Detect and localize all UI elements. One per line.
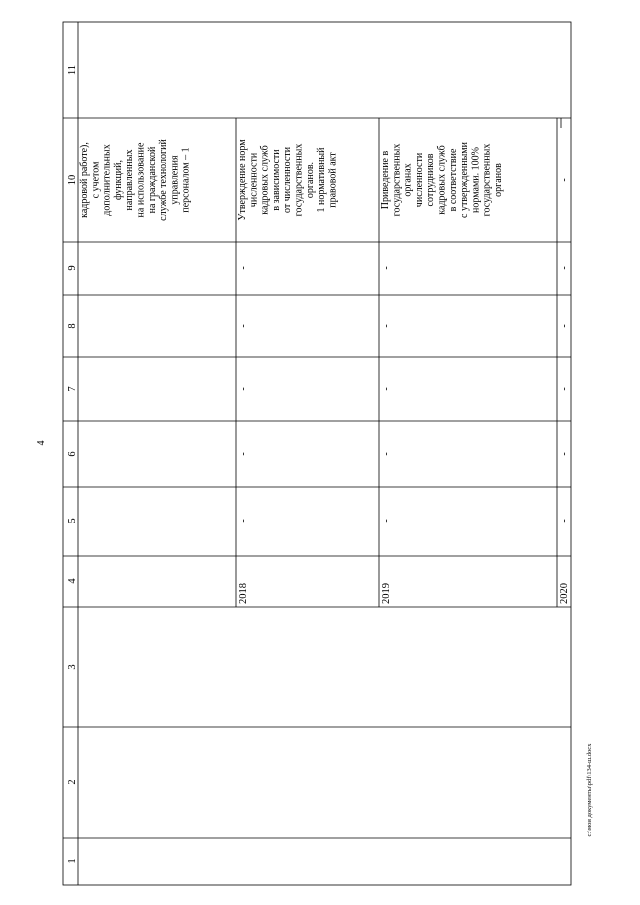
row-4-col6-value: - [559,452,570,456]
row-3-col10-line: органах [402,163,414,197]
row-3-col8-value: - [381,324,392,328]
row-1-col10-line: на использование [135,142,147,218]
row-2-col8-value: - [238,324,249,328]
row-3-col6-value: - [381,452,392,456]
row-2-year: 2018 [238,583,249,604]
row-1-col10-line: службе технологий [158,139,170,221]
row-2-col10-line: Утверждение норм [237,139,248,221]
row-3-col5-value: - [381,519,392,523]
column-header-3: 3 [67,664,78,670]
row-3-col10-line: в соответствие [447,148,459,212]
row-3-col10-line: кадровых служб [436,145,448,215]
row-1-col10-line: кадровой работе), [79,142,90,218]
column-header-6: 6 [67,451,78,457]
row-3-col10-line: органов [493,163,504,197]
row-2-col10-line: от численности [282,146,294,214]
column-header-2: 2 [67,779,78,785]
column-header-1: 1 [67,858,78,864]
column-header-5: 5 [67,518,78,524]
column-header-7: 7 [67,386,78,392]
row-3-col10-line: численности [413,152,425,208]
row-3-col10-line: государственных [481,143,493,217]
row-4-year: 2020 [559,583,570,604]
column-header-4: 4 [67,578,78,584]
column-header-10: 10 [67,174,78,186]
row-1-col10-line: на гражданской [146,146,158,214]
row-2-col9-value: - [238,266,249,270]
row-2-col7-value: - [238,387,249,391]
row-3-col10-line: с утвержденными [459,142,471,218]
row-4-col7-value: - [559,387,570,391]
row-3-col9-value: - [381,266,392,270]
row-3-col10-line: Приведение в [380,150,391,210]
page-number: 4 [36,440,47,446]
row-2-col10-line: 1 нормативный [316,147,328,213]
column-header-11: 11 [67,64,78,76]
row-3-year: 2019 [381,583,392,604]
column-header-8: 8 [67,323,78,329]
row-1-col10-line: функций, [112,160,124,200]
row-3-col10-line: сотрудников [425,153,437,207]
row-2-col10-line: органов. [304,161,316,199]
row-1-col10-line: направленных [124,149,136,211]
row-4-col10-line: - [559,178,570,182]
row-3-col10-line: государственных [391,143,403,217]
row-1-col10-line: дополнительных [101,144,113,216]
column-header-9: 9 [67,265,78,271]
row-3-col7-value: - [381,387,392,391]
row-2-col5-value: - [238,519,249,523]
row-3-col10-line: нормами. 100% [470,147,482,213]
row-2-col10-line: в зависимости [270,149,282,211]
row-1-col10-line: персоналом – 1 [180,147,192,213]
row-2-col10-line: кадровых служб [259,145,271,215]
row-1-col10-line: управления [169,155,181,205]
row-4-col9-value: - [559,266,570,270]
row-4-col5-value: - [559,519,570,523]
row-1-col10-line: с учетом [90,161,102,199]
row-2-col10-line: численности [248,152,260,208]
row-2-col10-line: правовой акт [327,152,339,208]
row-4-col8-value: - [559,324,570,328]
row-2-col6-value: - [238,452,249,456]
row-2-col10-line: государственных [293,143,305,217]
footer-file-path: c:\мои документы\pdf\134-ш.docx [586,743,593,837]
